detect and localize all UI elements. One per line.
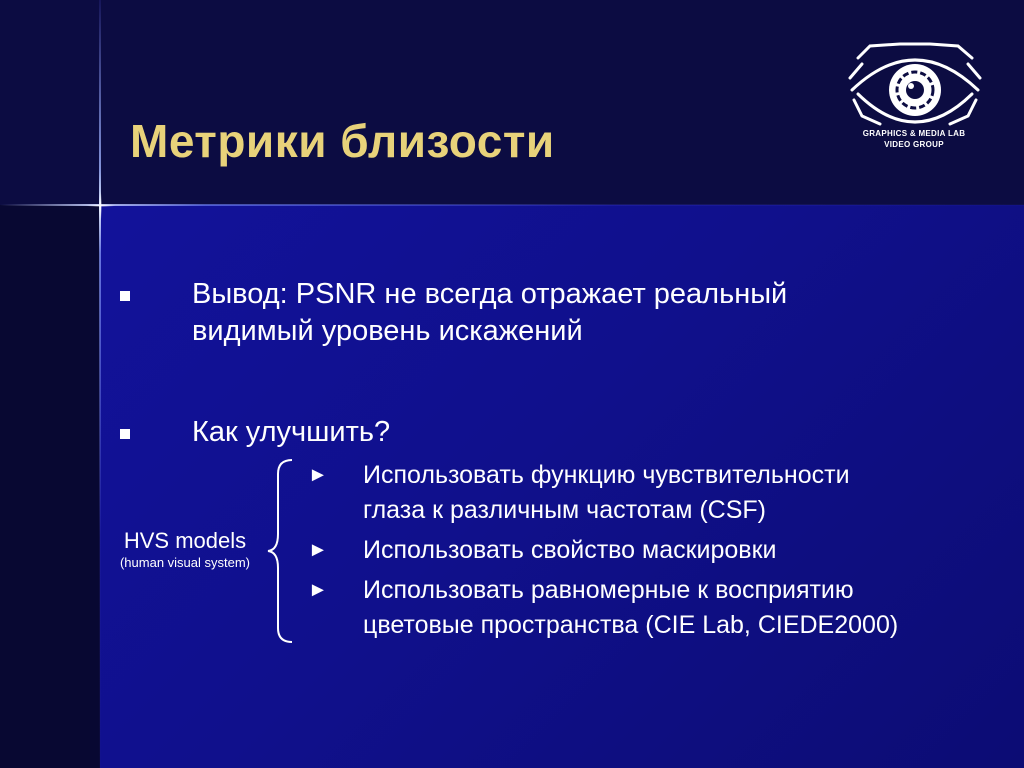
arrow-right-icon: ► — [308, 579, 328, 601]
curly-brace-icon — [266, 458, 296, 644]
arrow-right-icon: ► — [308, 539, 328, 561]
sub-bullet-text: Использовать свойство маскировки — [363, 536, 777, 564]
logo-line2: VIDEO GROUP — [884, 140, 944, 149]
sparkle-icon — [86, 191, 116, 221]
sub-bullet-line: глаза к различным частотам (CSF) — [363, 496, 766, 524]
vertical-divider — [99, 0, 101, 768]
bullet-square-icon — [120, 429, 130, 439]
horizontal-divider — [0, 204, 1024, 206]
arrow-right-icon: ► — [308, 464, 328, 486]
bullet-text — [192, 276, 912, 350]
sub-bullet-line: Использовать функцию чувствительности — [363, 461, 850, 489]
bullet-line: видимый уровень искажений — [192, 315, 583, 347]
logo-line1: GRAPHICS & MEDIA LAB — [862, 129, 966, 138]
sub-bullet-text — [363, 573, 983, 643]
hvs-subtitle-text: (human visual system) — [119, 555, 251, 570]
sub-bullet-line: Использовать равномерные к восприятию — [363, 576, 854, 604]
sub-bullet-text — [363, 458, 983, 528]
bullet-line: Вывод: PSNR не всегда отражает реальный — [192, 278, 788, 310]
sub-bullet-line: цветовые пространства (CIE Lab, CIEDE2000) — [363, 611, 899, 639]
hvs-models-text: HVS models — [123, 528, 247, 553]
bullet-square-icon — [120, 291, 130, 301]
bullet-text: Как улучшить? — [192, 416, 391, 448]
hvs-label — [105, 527, 265, 571]
slide-title: Метрики близости — [130, 115, 555, 167]
